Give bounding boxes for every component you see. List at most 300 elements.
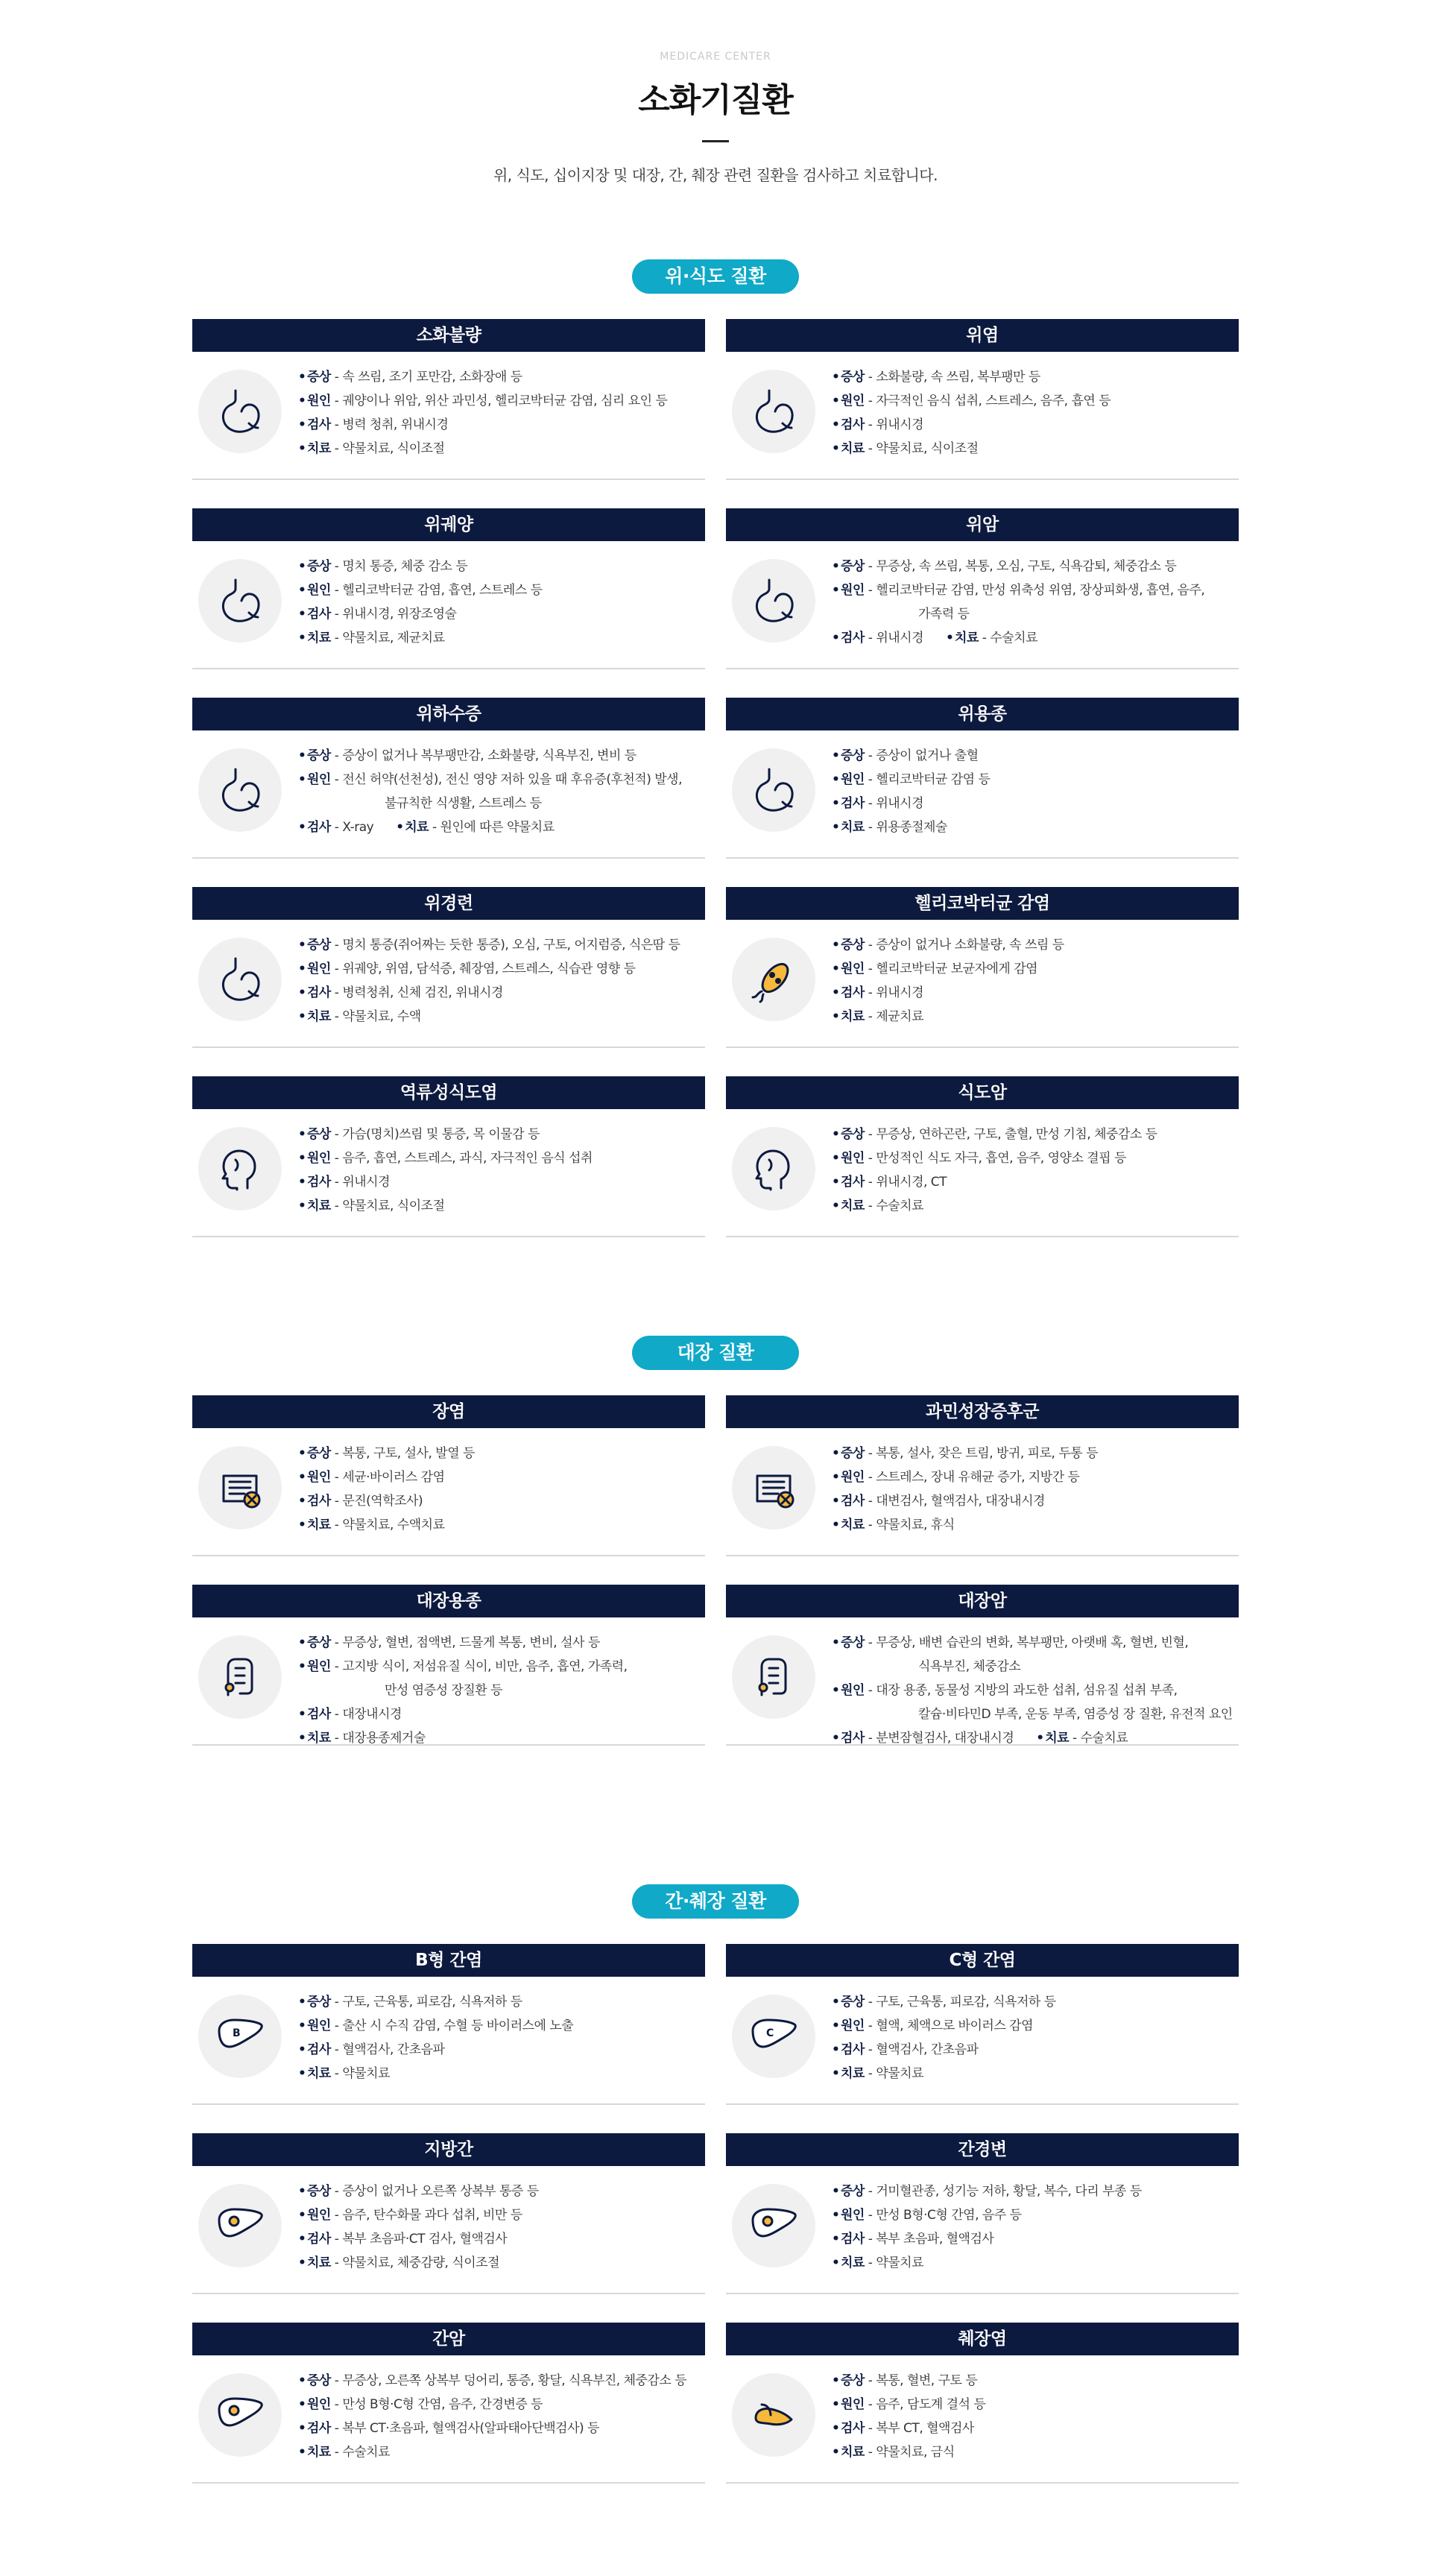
info-value: 수술치료 [990,631,1038,645]
info-line-cause: • 원인 - 고지방 식이, 저섬유질 식이, 비만, 음주, 흡연, 가족력, [298,1655,701,1679]
info-value: 복부 CT, 혈액검사 [876,2421,974,2436]
page-description: 위, 식도, 십이지장 및 대장, 간, 췌장 관련 질환을 검사하고 치료합니다. [493,166,938,184]
throat-icon [732,1127,815,1210]
info-line-symptom [832,1655,1234,1679]
info-value: 약물치료, 수액 [342,1009,421,1024]
disease-card [192,2133,705,2294]
info-value: 혈액검사, 간초음파 [342,2042,445,2057]
disease-title: 위경련 [192,887,705,920]
info-line-test: • 검사 - 문진(역학조사) [298,1489,701,1513]
liver-b-icon [198,1995,282,2078]
info-label: 치료 [841,1199,865,1213]
info-value: 증상이 없거나 출혈 [876,748,979,763]
info-label: 원인 [307,1659,331,1674]
title-divider [702,140,729,142]
info-line-test: • 검사 - 위내시경 [832,981,1234,1005]
info-value: 위내시경 [876,631,924,645]
info-value: 무증상, 배변 습관의 변화, 복부팽만, 아랫배 혹, 혈변, 빈혈, [876,1635,1189,1650]
info-value: 궤양이나 위암, 위산 과민성, 헬리코박터균 감염, 심리 요인 등 [342,394,668,408]
info-value: 증상이 없거나 소화불량, 속 쓰림 등 [876,938,1064,953]
info-label: 증상 [841,748,865,763]
info-value: 헬리코박터균 감염 등 [876,772,991,787]
info-label: 원인 [307,962,331,976]
info-value: 위내시경 [876,796,924,811]
info-line-treatment: • 치료 - 약물치료, 체중감량, 식이조절 [298,2251,701,2275]
info-label: 치료 [841,1009,865,1024]
info-value: X-ray [342,820,374,835]
info-line-cause: • 원인 - 만성 B형·C형 간염, 음주 등 [832,2203,1234,2227]
info-label: 검사 [307,2232,331,2247]
info-label: 치료 [307,2445,331,2460]
disease-grid [192,1395,1239,1746]
disease-info-list [298,933,701,1029]
stomach-icon [732,559,815,643]
info-value: 복통, 혈변, 구토 등 [876,2373,978,2388]
info-value: 명치 통증(쥐어짜는 듯한 통증), 오심, 구토, 어지럼증, 식은땀 등 [342,938,680,953]
info-label: 치료 [841,820,865,835]
info-label: 증상 [307,2184,331,2199]
info-line-cause: • 원인 - 대장 용종, 동물성 지방의 과도한 섭취, 섬유질 섭취 부족, [832,1679,1234,1702]
disease-card [726,887,1239,1048]
info-line-symptom: • 증상 - 무증상, 배변 습관의 변화, 복부팽만, 아랫배 혹, 혈변, 빈혈, [832,1631,1234,1655]
info-value: 혈액검사, 간초음파 [876,2042,979,2057]
info-label: 증상 [307,1127,331,1142]
info-line-treatment: • 치료 - 대장용종제거술 [298,1726,701,1750]
info-label: 원인 [841,1470,865,1485]
disease-title: B형 간염 [192,1944,705,1977]
info-line-cause: • 원인 - 세균·바이러스 감염 [298,1465,701,1489]
info-line-cause: • 원인 - 헬리코박터균 감염 등 [832,768,1234,792]
info-value: 복통, 설사, 잦은 트림, 방귀, 피로, 두통 등 [876,1446,1098,1461]
info-line-symptom: • 증상 - 증상이 없거나 복부팽만감, 소화불량, 식욕부진, 변비 등 [298,744,701,768]
stomach-icon [198,370,282,453]
info-label: 증상 [307,1995,331,2010]
info-label: 검사 [841,631,865,645]
colon-icon [198,1635,282,1719]
info-line-cause: • 원인 - 위궤양, 위염, 담석증, 췌장염, 스트레스, 식습관 영향 등 [298,957,701,981]
disease-info-list [832,555,1234,650]
section-title: 위·식도 질환 [632,259,799,294]
info-value: 무증상, 속 쓰림, 복통, 오심, 구토, 식욕감퇴, 체중감소 등 [876,559,1177,574]
info-line-treatment: • 치료 - 약물치료, 식이조절 [298,437,701,461]
info-label: 치료 [307,1009,331,1024]
disease-info-list [832,1442,1234,1537]
info-label: 치료 [841,2255,865,2270]
info-value: 위내시경, CT [876,1175,947,1190]
info-line-cause: • 원인 - 만성 B형·C형 간염, 음주, 간경변증 등 [298,2393,701,2416]
info-label: 원인 [841,772,865,787]
info-label: 증상 [307,748,331,763]
info-label: 증상 [841,370,865,385]
info-label: 검사 [841,1175,865,1190]
info-label: 검사 [307,1494,331,1509]
info-value: 증상이 없거나 오른쪽 상복부 통증 등 [342,2184,539,2199]
info-line-test: • 검사 - 위내시경• 치료 - 수술치료 [832,626,1234,650]
info-label: 원인 [841,2208,865,2223]
intestine-icon [732,1446,815,1530]
info-line-test: • 검사 - 복부 초음파, 혈액검사 [832,2227,1234,2251]
info-value: 위용종절제술 [876,820,947,835]
info-value: 복부 초음파, 혈액검사 [876,2232,994,2247]
info-value: 고지방 식이, 저섬유질 식이, 비만, 음주, 흡연, 가족력, [342,1659,628,1674]
info-label: 증상 [841,1446,865,1461]
disease-info-list [298,2369,701,2464]
info-value: 수술치료 [1080,1731,1128,1746]
info-line-test: • 검사 - 복부 CT, 혈액검사 [832,2416,1234,2440]
info-line-cause: • 원인 - 자극적인 음식 섭취, 스트레스, 음주, 흡연 등 [832,389,1234,413]
disease-info-list [832,744,1234,839]
info-label: 원인 [841,1151,865,1166]
info-value: 위내시경, 위장조영술 [342,607,457,622]
info-value: 병력청취, 신체 검진, 위내시경 [342,985,503,1000]
info-value: 무증상, 혈변, 점액변, 드물게 복통, 변비, 설사 등 [342,1635,600,1650]
info-value: 속 쓰림, 조기 포만감, 소화장애 등 [342,370,522,385]
info-line-symptom: • 증상 - 무증상, 연하곤란, 구토, 출혈, 만성 기침, 체중감소 등 [832,1123,1234,1146]
page-header [0,51,1431,185]
info-line-symptom: • 증상 - 무증상, 속 쓰림, 복통, 오심, 구토, 식욕감퇴, 체중감소 등 [832,555,1234,578]
disease-title: 위염 [726,319,1239,352]
info-label: 치료 [841,441,865,456]
info-line-test: • 검사 - 대장내시경 [298,1702,701,1726]
disease-title: C형 간염 [726,1944,1239,1977]
info-label: 검사 [307,2042,331,2057]
info-line-treatment: • 치료 - 약물치료, 수액 [298,1005,701,1029]
info-label: 치료 [307,2066,331,2081]
info-line-cause: • 원인 - 음주, 담도계 결석 등 [832,2393,1234,2416]
info-value: 무증상, 연하곤란, 구토, 출혈, 만성 기침, 체중감소 등 [876,1127,1157,1142]
info-line-test: • 검사 - 혈액검사, 간초음파 [298,2038,701,2062]
info-label: 치료 [955,631,979,645]
info-line-cause: • 원인 - 출산 시 수직 감염, 수혈 등 바이러스에 노출 [298,2014,701,2038]
info-value: 소화불량, 속 쓰림, 복부팽만 등 [876,370,1040,385]
info-line-test: • 검사 - 병력청취, 신체 검진, 위내시경 [298,981,701,1005]
disease-info-list [298,1631,701,1750]
info-value: 식욕부진, 체중감소 [918,1659,1021,1674]
info-line-test: • 검사 - 병력 청취, 위내시경 [298,413,701,437]
info-label: 원인 [307,772,331,787]
disease-title: 위용종 [726,698,1239,730]
disease-card [726,2133,1239,2294]
disease-card [726,1076,1239,1237]
info-line-cause: • 원인 - 헬리코박터균 감염, 흡연, 스트레스 등 [298,578,701,602]
colon-icon [732,1635,815,1719]
info-value: 자극적인 음식 섭취, 스트레스, 음주, 흡연 등 [876,394,1111,408]
info-label: 원인 [307,2397,331,2412]
info-label: 검사 [841,796,865,811]
info-value: 헬리코박터균 감염, 만성 위축성 위염, 장상피화생, 흡연, 음주, [876,583,1205,598]
info-line-symptom: • 증상 - 증상이 없거나 출혈 [832,744,1234,768]
info-line-cause [298,792,701,815]
info-line-symptom: • 증상 - 복통, 설사, 잦은 트림, 방귀, 피로, 두통 등 [832,1442,1234,1465]
info-line-treatment: • 치료 - 수술치료 [298,2440,701,2464]
info-label: 증상 [841,1635,865,1650]
info-value: 음주, 탄수화물 과다 섭취, 비만 등 [342,2208,522,2223]
disease-title: 췌장염 [726,2323,1239,2355]
info-line-treatment: • 치료 - 약물치료, 금식 [832,2440,1234,2464]
disease-info-list [298,365,701,461]
info-label: 원인 [841,394,865,408]
disease-info-list [298,1442,701,1537]
info-value: 만성 B형·C형 간염, 음주 등 [876,2208,1022,2223]
disease-card [726,698,1239,859]
info-label: 검사 [307,1175,331,1190]
disease-card [726,1395,1239,1556]
bacteria-icon [732,938,815,1021]
section-title: 간·췌장 질환 [632,1884,799,1919]
info-label: 치료 [307,631,331,645]
info-line-treatment: • 치료 - 원인에 따른 약물치료 [396,815,554,839]
info-value: 수술치료 [342,2445,391,2460]
throat-icon [198,1127,282,1210]
disease-grid [192,1944,1239,2484]
disease-card [192,1944,705,2105]
info-value: 헬리코박터균 감염, 흡연, 스트레스 등 [342,583,543,598]
info-label: 치료 [307,1731,331,1746]
info-label: 검사 [307,985,331,1000]
svg-text:C: C [766,2027,774,2039]
disease-info-list [298,1990,701,2086]
center-eyebrow: MEDICARE CENTER [660,51,771,63]
info-label: 검사 [841,1494,865,1509]
info-line-treatment: • 치료 - 약물치료, 식이조절 [832,437,1234,461]
info-value: 구토, 근육통, 피로감, 식욕저하 등 [876,1995,1056,2010]
disease-info-list [298,744,701,839]
info-value: 만성적인 식도 자극, 흡연, 음주, 영양소 결핍 등 [876,1151,1126,1166]
info-line-treatment: • 치료 - 약물치료 [298,2062,701,2086]
disease-title: 과민성장증후군 [726,1395,1239,1428]
info-line-test: • 검사 - 분변잠혈검사, 대장내시경• 치료 - 수술치료 [832,1726,1234,1750]
liver-icon [198,2184,282,2267]
disease-card [726,1585,1239,1746]
info-value: 무증상, 오른쪽 상복부 덩어리, 통증, 황달, 식욕부진, 체중감소 등 [342,2373,687,2388]
info-value: 약물치료, 식이조절 [342,441,445,456]
info-value: 가족력 등 [918,607,970,622]
info-label: 증상 [841,1127,865,1142]
info-line-cause: • 원인 - 헬리코박터균 감염, 만성 위축성 위염, 장상피화생, 흡연, 음주, [832,578,1234,602]
info-value: 증상이 없거나 복부팽만감, 소화불량, 식욕부진, 변비 등 [342,748,636,763]
disease-title: 역류성식도염 [192,1076,705,1109]
stomach-icon [198,559,282,643]
disease-info-list [832,933,1234,1029]
info-label: 검사 [841,2232,865,2247]
info-value: 약물치료, 식이조절 [342,1199,445,1213]
info-line-cause: • 원인 - 전신 허약(선천성), 전신 영양 저하 있을 때 후유증(후천적) 발생, [298,768,701,792]
pancreas-icon [732,2373,815,2457]
info-line-treatment: • 치료 - 약물치료 [832,2251,1234,2275]
info-line-treatment: • 치료 - 수술치료 [1036,1726,1128,1750]
info-value: 거미혈관종, 성기능 저하, 황달, 복수, 다리 부종 등 [876,2184,1142,2199]
info-value: 구토, 근육통, 피로감, 식욕저하 등 [342,1995,522,2010]
info-label: 검사 [307,1707,331,1722]
info-label: 증상 [841,559,865,574]
info-line-symptom: • 증상 - 구토, 근육통, 피로감, 식욕저하 등 [298,1990,701,2014]
disease-title: 간경변 [726,2133,1239,2166]
info-line-symptom: • 증상 - 무증상, 오른쪽 상복부 덩어리, 통증, 황달, 식욕부진, 체중감소 등 [298,2369,701,2393]
disease-info-list [832,1990,1234,2086]
info-label: 치료 [405,820,429,835]
page-title: 소화기질환 [638,81,793,119]
info-value: 분변잠혈검사, 대장내시경 [876,1731,1014,1746]
info-line-test: • 검사 - 대변검사, 혈액검사, 대장내시경 [832,1489,1234,1513]
info-label: 증상 [307,1635,331,1650]
disease-card [192,698,705,859]
disease-card [726,508,1239,669]
disease-card [192,508,705,669]
info-label: 검사 [841,417,865,432]
info-value: 복통, 구토, 설사, 발열 등 [342,1446,475,1461]
disease-title: 헬리코박터균 감염 [726,887,1239,920]
info-value: 약물치료 [876,2066,924,2081]
info-value: 위내시경 [876,417,924,432]
info-label: 원인 [841,962,865,976]
info-line-treatment: • 치료 - 약물치료, 휴식 [832,1513,1234,1537]
info-label: 치료 [841,2066,865,2081]
info-label: 원인 [307,1151,331,1166]
info-value: 약물치료, 체중감량, 식이조절 [342,2255,499,2270]
info-line-cause: • 원인 - 헬리코박터균 보균자에게 감염 [832,957,1234,981]
info-value: 칼슘·비타민D 부족, 운동 부족, 염증성 장 질환, 유전적 요인 [918,1707,1233,1722]
info-label: 치료 [841,2445,865,2460]
info-line-treatment: • 치료 - 수술치료 [946,626,1037,650]
info-value: 위내시경 [342,1175,391,1190]
info-line-treatment: • 치료 - 위용종절제술 [832,815,1234,839]
info-label: 증상 [841,2373,865,2388]
info-line-symptom: • 증상 - 명치 통증, 체중 감소 등 [298,555,701,578]
info-line-symptom: • 증상 - 증상이 없거나 소화불량, 속 쓰림 등 [832,933,1234,957]
disease-title: 대장용종 [192,1585,705,1617]
info-line-test: • 검사 - 위내시경 [832,792,1234,815]
info-value: 약물치료, 수액치료 [342,1518,445,1532]
liver-icon [732,2184,815,2267]
info-line-test: • 검사 - 복부 초음파·CT 검사, 혈액검사 [298,2227,701,2251]
info-label: 치료 [307,1518,331,1532]
info-value: 수술치료 [876,1199,924,1213]
info-value: 약물치료, 휴식 [876,1518,955,1532]
info-label: 검사 [841,1731,865,1746]
info-value: 복부 초음파·CT 검사, 혈액검사 [342,2232,508,2247]
info-line-cause [298,1679,701,1702]
info-line-treatment: • 치료 - 약물치료 [832,2062,1234,2086]
disease-card [192,1395,705,1556]
info-value: 헬리코박터균 보균자에게 감염 [876,962,1038,976]
info-line-symptom: • 증상 - 복통, 구토, 설사, 발열 등 [298,1442,701,1465]
info-line-cause: • 원인 - 스트레스, 장내 유해균 증가, 지방간 등 [832,1465,1234,1489]
stomach-icon [732,370,815,453]
info-label: 증상 [307,1446,331,1461]
disease-info-list [832,1631,1234,1750]
info-line-cause [832,602,1234,626]
info-label: 증상 [307,2373,331,2388]
disease-title: 대장암 [726,1585,1239,1617]
disease-title: 위하수증 [192,698,705,730]
info-line-cause: • 원인 - 음주, 탄수화물 과다 섭취, 비만 등 [298,2203,701,2227]
info-value: 대장내시경 [342,1707,402,1722]
info-value: 혈액, 체액으로 바이러스 감염 [876,2018,1033,2033]
disease-card [192,2323,705,2484]
disease-info-list [832,1123,1234,1218]
info-label: 원인 [841,583,865,598]
info-value: 약물치료, 식이조절 [876,441,979,456]
info-line-test: • 검사 - 위내시경 [832,413,1234,437]
info-label: 원인 [307,2018,331,2033]
disease-title: 식도암 [726,1076,1239,1109]
info-line-symptom: • 증상 - 거미혈관종, 성기능 저하, 황달, 복수, 다리 부종 등 [832,2179,1234,2203]
info-label: 치료 [307,441,331,456]
liver-icon [198,2373,282,2457]
info-label: 치료 [307,2255,331,2270]
disease-card [192,319,705,480]
info-line-cause: • 원인 - 음주, 흡연, 스트레스, 과식, 자극적인 음식 섭취 [298,1146,701,1170]
info-line-cause: • 원인 - 만성적인 식도 자극, 흡연, 음주, 영양소 결핍 등 [832,1146,1234,1170]
info-value: 위내시경 [876,985,924,1000]
disease-info-list [832,365,1234,461]
info-value: 약물치료 [342,2066,391,2081]
info-line-test: • 검사 - 위내시경 [298,1170,701,1194]
intestine-icon [198,1446,282,1530]
info-value: 대장용종제거술 [342,1731,426,1746]
info-value: 약물치료, 제균치료 [342,631,445,645]
disease-info-list [298,555,701,650]
info-label: 원인 [841,2018,865,2033]
info-line-cause [832,1702,1234,1726]
info-label: 검사 [307,607,331,622]
info-line-test: • 검사 - X-ray• 치료 - 원인에 따른 약물치료 [298,815,701,839]
disease-card [192,1585,705,1746]
info-label: 원인 [307,2208,331,2223]
info-label: 원인 [307,1470,331,1485]
disease-info-list [832,2179,1234,2275]
disease-title: 간암 [192,2323,705,2355]
info-line-treatment: • 치료 - 수술치료 [832,1194,1234,1218]
info-label: 원인 [307,583,331,598]
info-label: 증상 [841,1995,865,2010]
info-line-treatment: • 치료 - 약물치료, 제균치료 [298,626,701,650]
info-line-symptom: • 증상 - 복통, 혈변, 구토 등 [832,2369,1234,2393]
liver-c-icon [732,1995,815,2078]
info-value: 병력 청취, 위내시경 [342,417,449,432]
info-line-symptom: • 증상 - 소화불량, 속 쓰림, 복부팽만 등 [832,365,1234,389]
info-value: 대장 용종, 동물성 지방의 과도한 섭취, 섬유질 섭취 부족, [876,1683,1178,1698]
info-value: 약물치료, 금식 [876,2445,955,2460]
info-value: 전신 허약(선천성), 전신 영양 저하 있을 때 후유증(후천적) 발생, [342,772,683,787]
info-label: 원인 [307,394,331,408]
info-line-cause: • 원인 - 혈액, 체액으로 바이러스 감염 [832,2014,1234,2038]
info-value: 위궤양, 위염, 담석증, 췌장염, 스트레스, 식습관 영향 등 [342,962,636,976]
info-line-symptom: • 증상 - 구토, 근육통, 피로감, 식욕저하 등 [832,1990,1234,2014]
info-line-cause: • 원인 - 궤양이나 위암, 위산 과민성, 헬리코박터균 감염, 심리 요인 등 [298,389,701,413]
info-label: 치료 [1045,1731,1070,1746]
stomach-icon [198,938,282,1021]
disease-info-list [832,2369,1234,2464]
info-label: 검사 [841,2042,865,2057]
info-value: 대변검사, 혈액검사, 대장내시경 [876,1494,1045,1509]
info-value: 가슴(명치)쓰림 및 통증, 목 이물감 등 [342,1127,540,1142]
disease-title: 위궤양 [192,508,705,541]
disease-card [726,2323,1239,2484]
info-label: 치료 [841,1518,865,1532]
info-value: 음주, 흡연, 스트레스, 과식, 자극적인 음식 섭취 [342,1151,593,1166]
info-line-symptom: • 증상 - 가슴(명치)쓰림 및 통증, 목 이물감 등 [298,1123,701,1146]
info-line-symptom: • 증상 - 무증상, 혈변, 점액변, 드물게 복통, 변비, 설사 등 [298,1631,701,1655]
info-label: 검사 [841,2421,865,2436]
disease-title: 장염 [192,1395,705,1428]
section-title: 대장 질환 [632,1336,799,1370]
info-label: 증상 [307,559,331,574]
info-line-treatment: • 치료 - 제균치료 [832,1005,1234,1029]
info-value: 명치 통증, 체중 감소 등 [342,559,468,574]
info-label: 치료 [307,1199,331,1213]
disease-card [726,319,1239,480]
